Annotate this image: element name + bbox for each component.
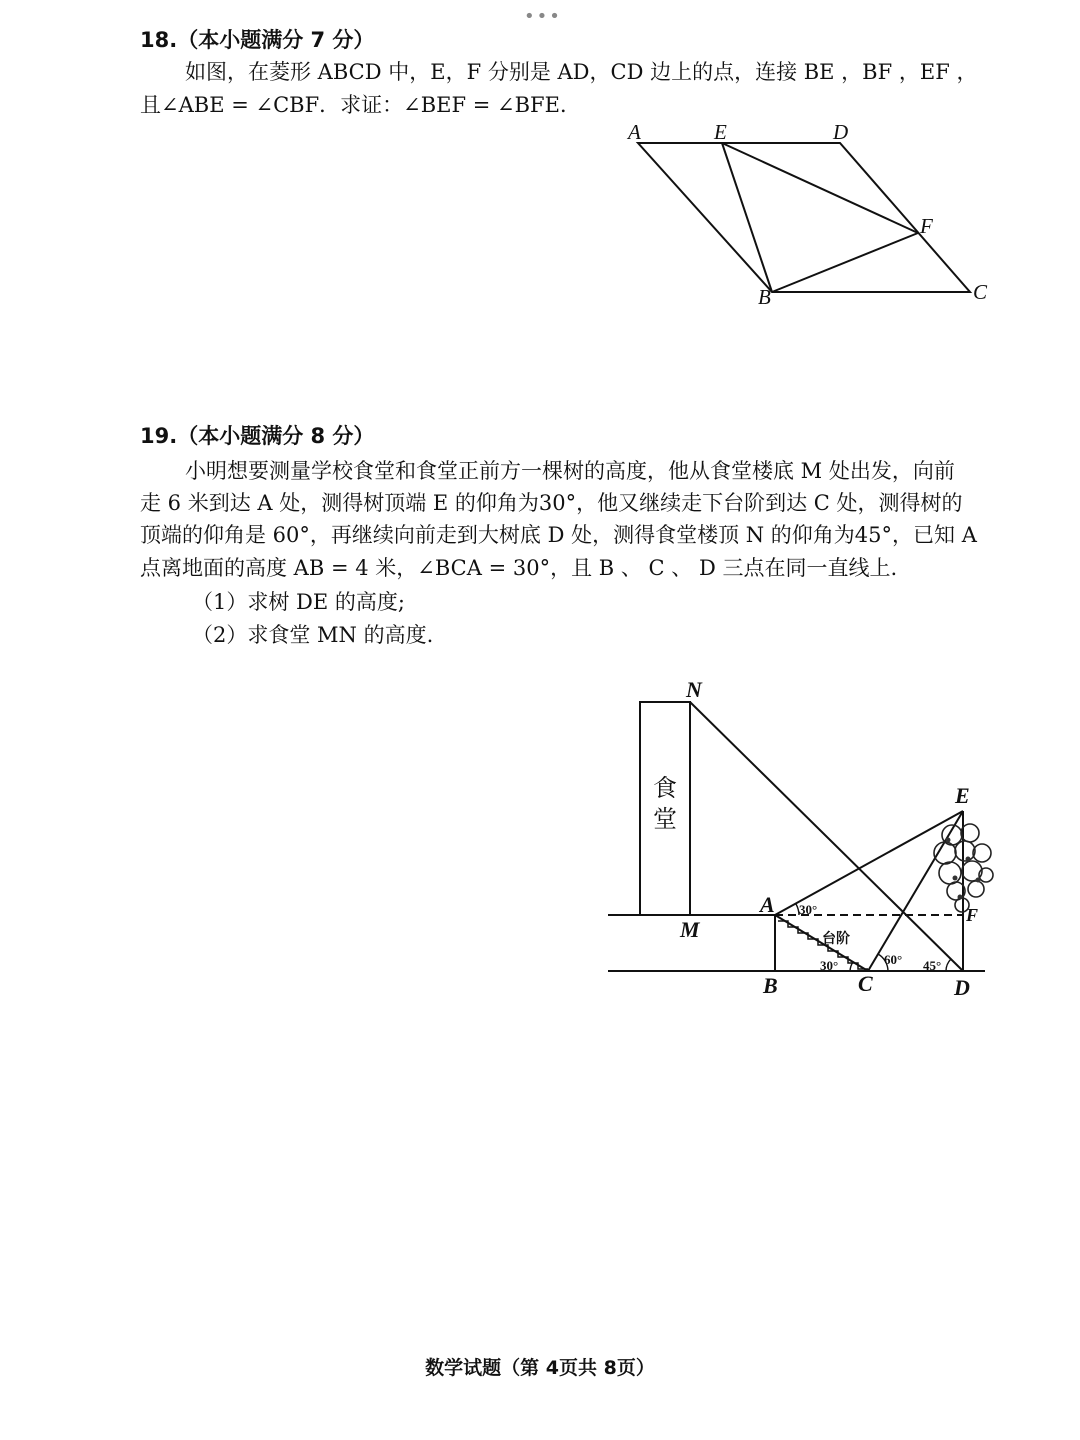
q19-text-line1: 小明想要测量学校食堂和食堂正前方一棵树的高度，他从食堂楼底 M 处出发，向前	[185, 459, 955, 483]
elevation-figure	[600, 675, 1010, 1005]
label-n: N	[686, 677, 702, 702]
label-m: M	[680, 917, 700, 942]
angle-label-c-base: 30°	[820, 958, 839, 973]
top-indicator: •••	[524, 6, 562, 27]
segment-be	[722, 143, 772, 292]
q19-text-line2: 走 6 米到达 A 处，测得树顶端 E 的仰角为30°，他又继续走下台阶到达 C 处，测得树的	[140, 491, 963, 515]
angle-label-a: 30°	[799, 902, 818, 917]
q18-text-line2: 且∠ABE = ∠CBF．求证：∠BEF = ∠BFE．	[140, 93, 581, 117]
q19-heading: 19.（本小题满分 8 分）	[140, 424, 375, 448]
q19-subquestion-1: （1）求树 DE 的高度;	[192, 590, 405, 614]
label-d: D	[833, 120, 849, 144]
q19-subquestion-2: （2）求食堂 MN 的高度.	[192, 623, 434, 647]
label-f: F	[966, 905, 979, 925]
label-c: C	[973, 280, 988, 304]
segment-ae	[775, 811, 963, 915]
page-footer: 数学试题（第 4页共 8页）	[425, 1357, 655, 1379]
steps-label: 台阶	[822, 931, 850, 947]
building-label-char1: 食	[653, 776, 677, 802]
q18-text-line1: 如图，在菱形 ABCD 中，E，F 分别是 AD，CD 边上的点，连接 BE ，BF ，EF ，	[185, 60, 978, 84]
label-d: D	[954, 975, 970, 1000]
angle-label-d: 45°	[923, 958, 942, 973]
label-a: A	[760, 892, 775, 917]
angle-label-c-up: 60°	[884, 952, 903, 967]
label-e: E	[714, 120, 727, 144]
rhombus-figure	[600, 115, 1010, 315]
label-a: A	[628, 120, 641, 144]
label-b: B	[763, 973, 778, 998]
label-c: C	[858, 971, 873, 996]
q18-heading: 18.（本小题满分 7 分）	[140, 28, 375, 52]
segment-ef	[722, 143, 918, 233]
segment-bf	[772, 233, 918, 292]
building-label-char2: 堂	[653, 807, 677, 833]
label-f: F	[920, 214, 933, 238]
label-e: E	[955, 783, 970, 808]
label-b: B	[758, 285, 771, 309]
q19-text-line3: 顶端的仰角是 60°，再继续向前走到大树底 D 处，测得食堂楼顶 N 的仰角为45°，已知 A	[140, 523, 977, 547]
angle-arc-d	[946, 959, 951, 971]
q19-text-line4: 点离地面的高度 AB = 4 米，∠BCA = 30°，且 B 、 C 、 D 三点在同一直线上.	[140, 556, 898, 580]
